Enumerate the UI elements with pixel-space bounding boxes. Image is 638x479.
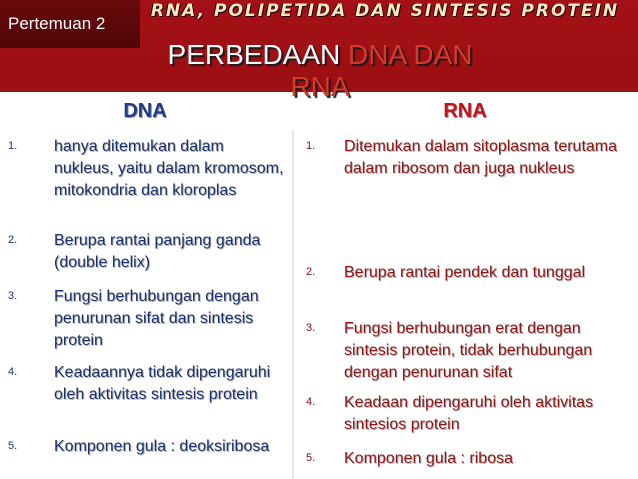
rna-column-header: RNA: [443, 100, 487, 122]
slide-title: [60, 40, 580, 102]
list-text: Ditemukan dalam sitoplasma terutama dalam ribosom dan juga nukleus: [344, 138, 618, 177]
list-text: Berupa rantai pendek dan tunggal: [344, 264, 586, 281]
list-text: Keadaan dipengaruhi oleh aktivitas sintesios protein: [344, 394, 594, 433]
slide-title-part1: PERBEDAAN: [167, 39, 341, 70]
slide-title-part2: DNA DAN: [348, 39, 473, 70]
list-number: 5.: [8, 440, 18, 452]
list-number: 1.: [8, 140, 18, 152]
list-text: Keadaannya tidak dipengaruhi oleh aktivitas sintesis protein: [54, 364, 271, 403]
slide-title-part3: RNA: [290, 71, 350, 102]
column-divider: [292, 130, 294, 479]
list-number: 3.: [306, 322, 316, 334]
list-number: 2.: [8, 234, 18, 246]
list-number: 3.: [8, 290, 18, 302]
list-text: Berupa rantai panjang ganda (double helix): [54, 232, 261, 271]
list-number: 4.: [8, 366, 18, 378]
header-title: RNA, POLIPETIDA DAN SINTESIS PROTEIN: [150, 1, 620, 21]
list-number: 5.: [306, 452, 316, 464]
list-text: Fungsi berhubungan dengan penurunan sifat dan sintesis protein: [54, 288, 259, 349]
meeting-label: Pertemuan 2: [0, 0, 140, 48]
list-text: hanya ditemukan dalam nukleus, yaitu dalam kromosom, mitokondria dan kloroplas: [54, 138, 284, 199]
dna-column-header: DNA: [123, 100, 167, 122]
list-number: 4.: [306, 396, 316, 408]
comparison-table: [0, 92, 638, 479]
list-text: Komponen gula : ribosa: [344, 450, 513, 467]
list-text: Fungsi berhubungan erat dengan sintesis protein, tidak berhubungan dengan penurunan sifat: [344, 320, 593, 381]
list-text: Komponen gula : deoksiribosa: [54, 438, 270, 455]
list-number: 1.: [306, 140, 316, 152]
list-number: 2.: [306, 266, 316, 278]
